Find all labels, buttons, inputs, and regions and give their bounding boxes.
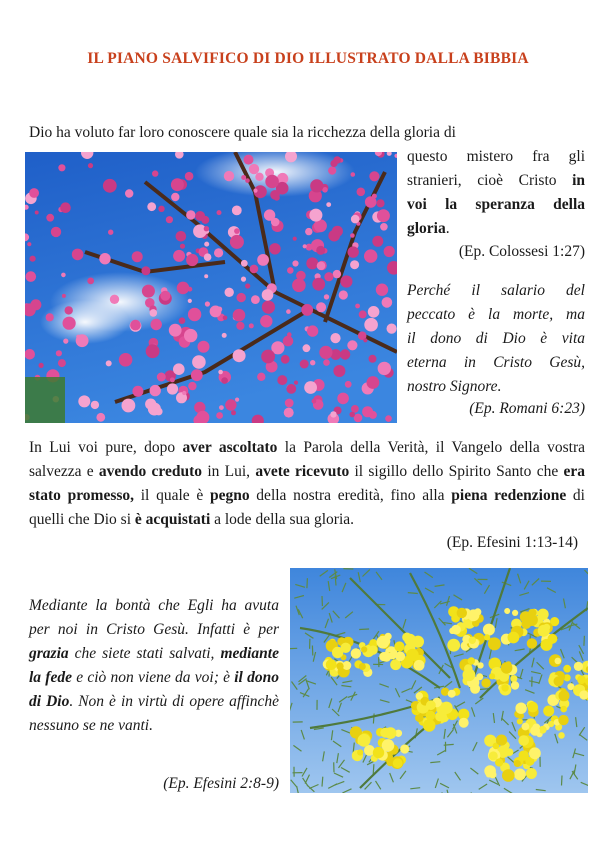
ref-ephesians-2: (Ep. Efesini 2:8-9)	[163, 775, 279, 792]
verse-ephesians-1: In Lui voi pure, dopo aver ascoltato la Parola della Verità, il Vangelo della vostra salvezza e avendo creduto in Lui, avete ricevuto il sigillo dello Spirito Santo che era stato promesso, il quale è pegno della nostra eredità, fino alla piena redenzione di quelli che Dio si è acquistati a lode della sua gloria.	[29, 439, 585, 528]
verse-colossians-line1: Dio ha voluto far loro conoscere quale sia la ricchezza della gloria di	[29, 124, 456, 141]
verse-colossians-line4: voi la speranza della	[407, 196, 585, 213]
verse-ephesians-2: Mediante la bontà che Egli ha avuta per noi in Cristo Gesù. Infatti è per grazia che siete stati salvati, mediante la fede e ciò non viene da voi; è il dono di Dio. Non è in virtù di opere affinchè nessuno se ne vanti.	[29, 597, 280, 734]
blossom-photo	[25, 152, 397, 423]
ref-romans: (Ep. Romani 6:23)	[469, 400, 585, 417]
verse-romans-line1: Perché il salario del	[407, 282, 585, 299]
ref-colossians: (Ep. Colossesi 1:27)	[458, 243, 585, 260]
verse-romans-line5: nostro Signore.	[407, 378, 502, 395]
mimosa-photo	[290, 568, 588, 793]
verse-colossians-line5: gloria.	[407, 220, 450, 237]
ref-ephesians-1: (Ep. Efesini 1:13-14)	[446, 534, 578, 551]
page-title: IL PIANO SALVIFICO DI DIO ILLUSTRATO DALLA BIBBIA	[87, 50, 529, 67]
verse-colossians-line2: questo mistero fra gli	[407, 148, 585, 165]
verse-romans-line2: peccato è la morte, ma	[407, 306, 585, 323]
verse-romans-line3: il dono di Dio è vita	[407, 330, 585, 347]
verse-colossians-line3: stranieri, cioè Cristo in	[407, 172, 585, 189]
verse-romans-line4: eterna in Cristo Gesù,	[407, 354, 585, 371]
